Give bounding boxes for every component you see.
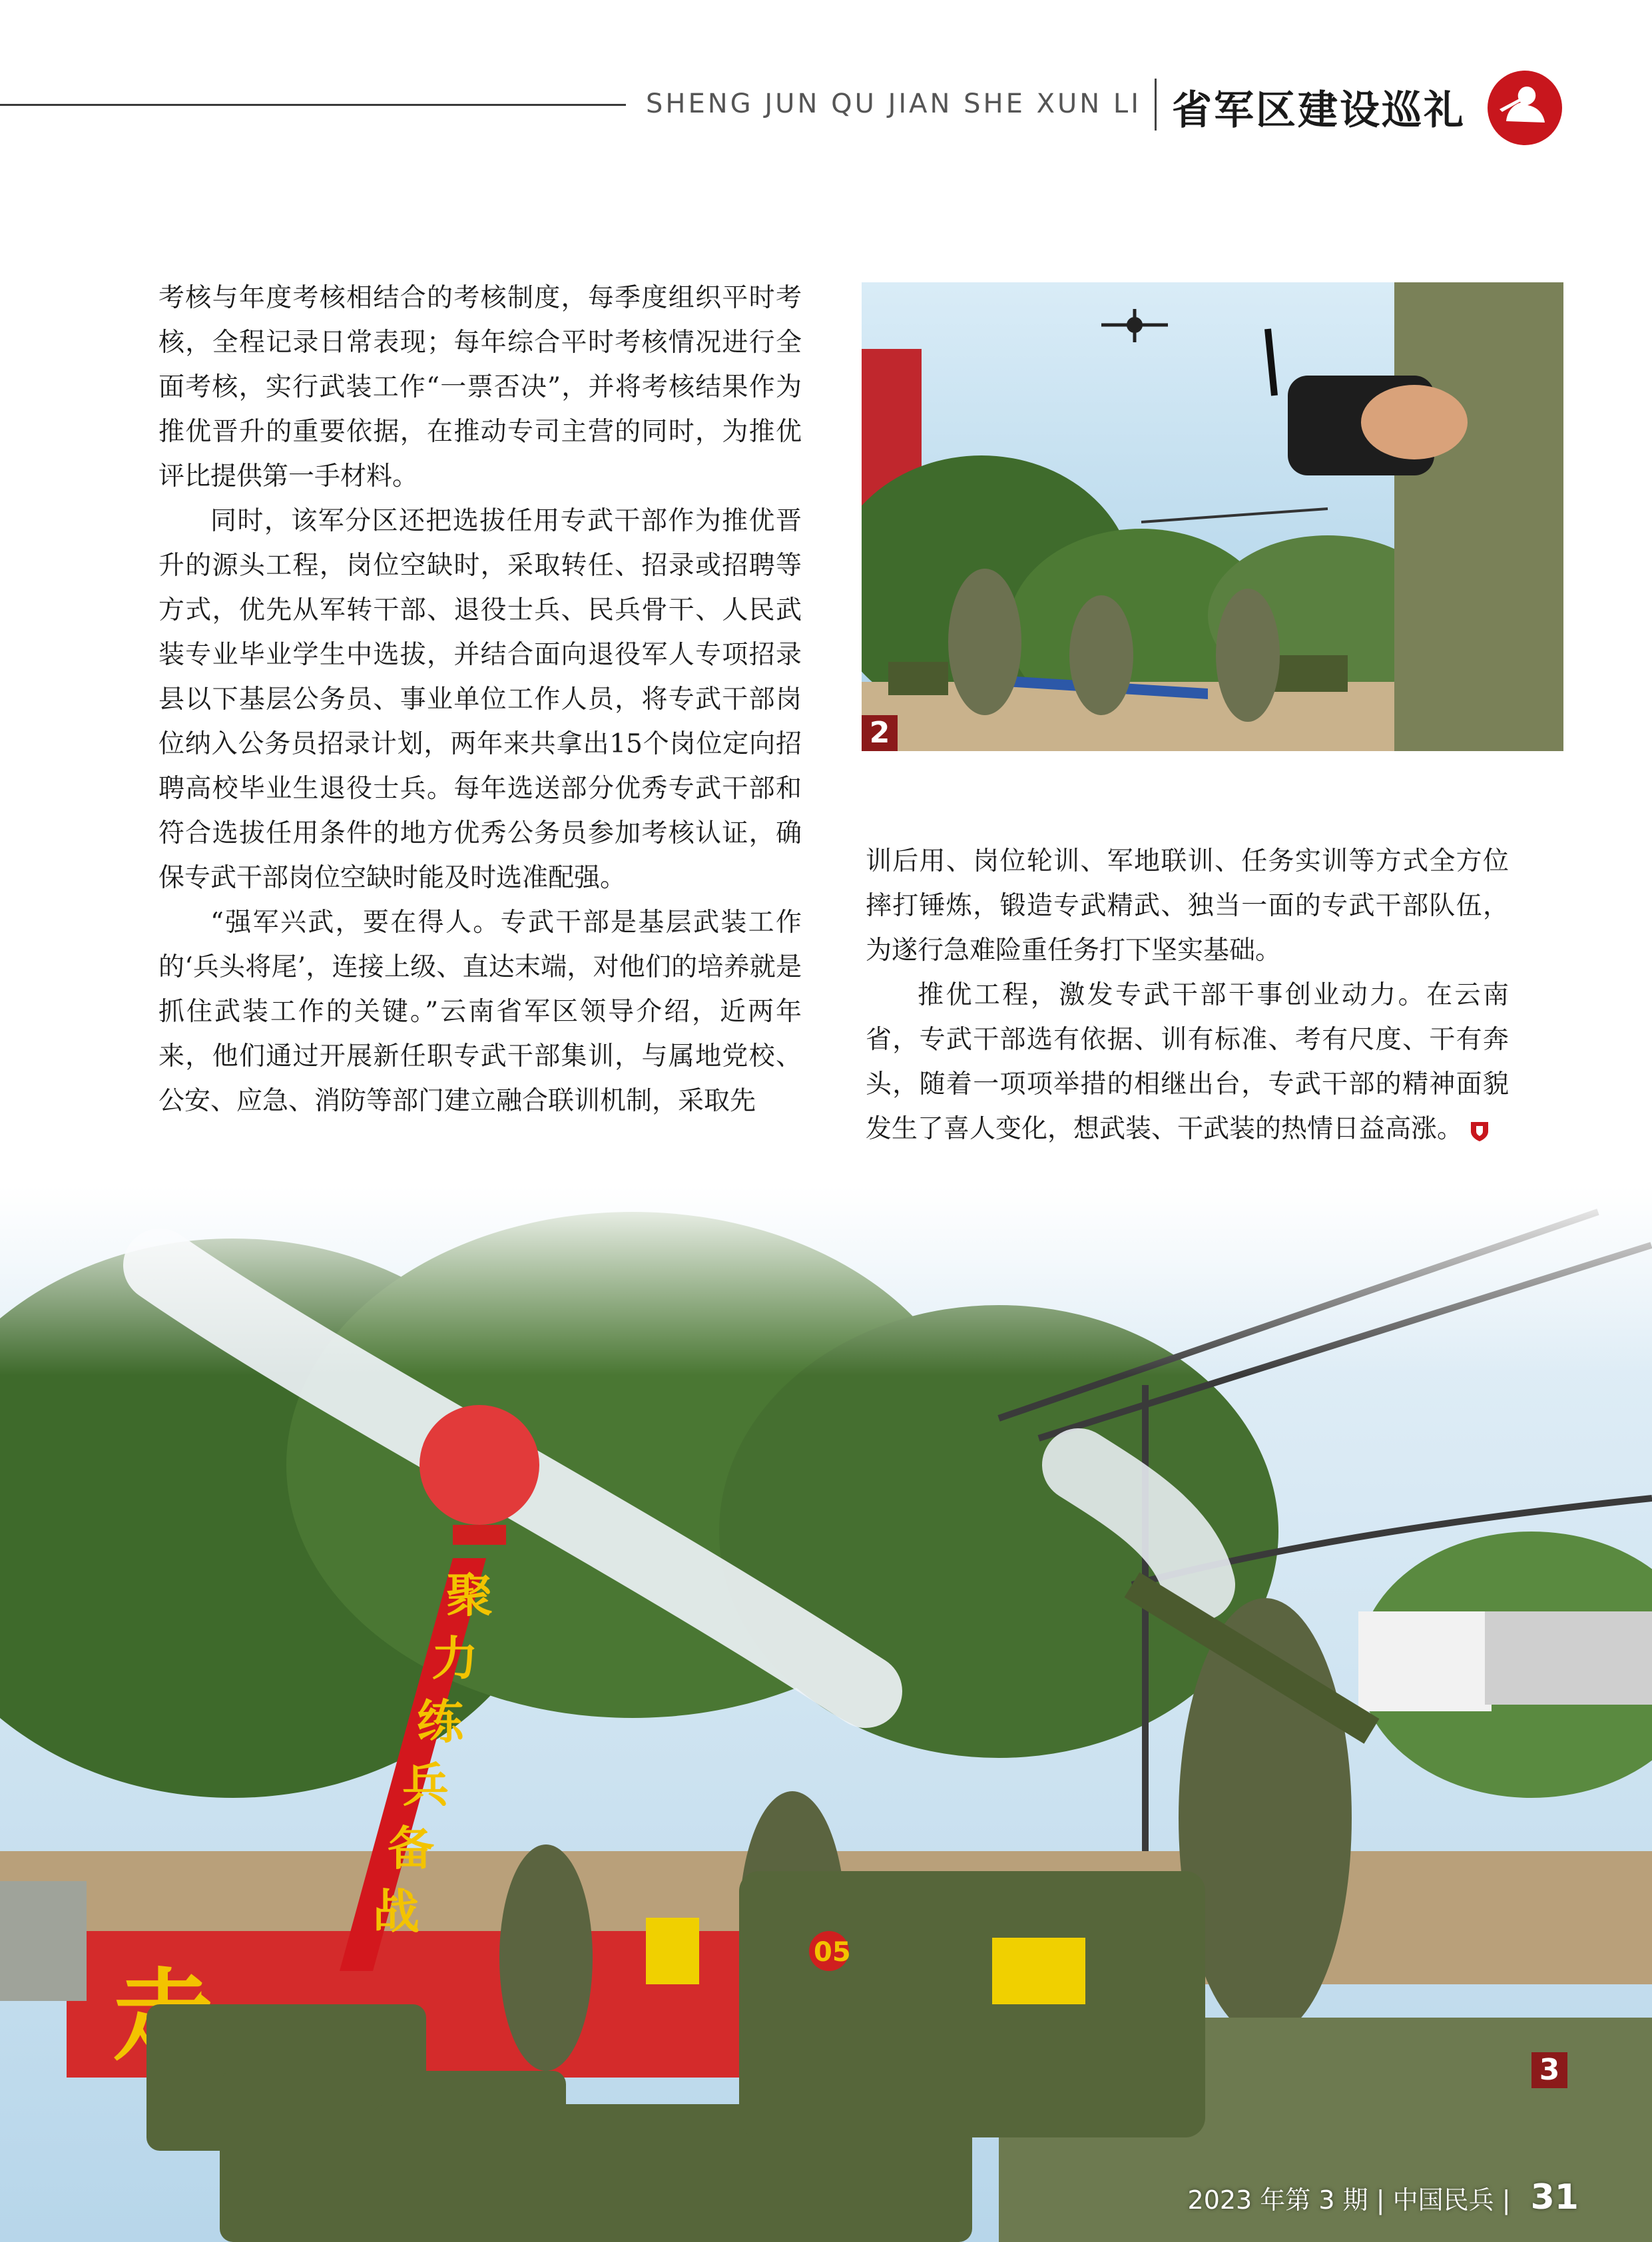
article-right-column <box>866 839 1509 1151</box>
photo-number-badge: 3 <box>1531 2052 1567 2088</box>
issue-label: 2023 年第 3 期 <box>1187 2185 1368 2215</box>
photo-number-badge: 2 <box>862 715 898 751</box>
paragraph: “强军兴武，要在得人。专武干部是基层武装工作的‘兵头将尾’，连接上级、直达末端，对他们的培养就是抓住武装工作的关键。”云南省军区领导介绍，近两年来，他们通过开展新任职专武干部集训，与属地党校、公安、应急、消防等部门建立融合联训机制，采取先 <box>158 908 802 1116</box>
section-pinyin: SHENG JUN QU JIAN SHE XUN LI <box>646 89 1142 119</box>
paragraph: 同时，该军分区还把选拔任用专武干部作为推优晋升的源头工程，岗位空缺时，采取转任、招录或招聘等方式，优先从军转干部、退役士兵、民兵骨干、人民武装专业毕业学生中选拔，并结合面向退役军人专项招录县以下基层公务员、事业单位工作人员，将专武干部岗位纳入公务员招录计划，两年来共拿出15个岗位定向招聘高校毕业生退役士兵。每年选送部分优秀专武干部和符合选拔任用条件的地方优秀公务员参加考核认证，确保专武干部岗位空缺时能及时选准配强。 <box>158 506 802 893</box>
paragraph: 推优工程，激发专武干部干事创业动力。在云南省，专武干部选有依据、训有标准、考有尺度、干有奔头，随着一项项举措的相继出台，专武干部的精神面貌发生了喜人变化，想武装、干武装的热情日益高涨。 <box>866 980 1509 1144</box>
paragraph: 考核与年度考核相结合的考核制度，每季度组织平时考核，全程记录日常表现；每年综合平时考核情况进行全面考核，实行武装工作“一票否决”，并将考核结果作为推优晋升的重要依据，在推动专司主营的同时，为推优评比提供第一手材料。 <box>158 283 802 491</box>
photo-drone-training-image <box>862 282 1563 751</box>
header-divider <box>1155 79 1157 131</box>
photo-drone-training <box>862 282 1563 751</box>
photo-launch-training <box>0 1185 1652 2242</box>
magazine-logo-icon <box>1486 69 1563 146</box>
page-footer: 2023 年第 3 期 | 中国民兵 | 31 <box>1187 2177 1579 2217</box>
header-rule <box>0 104 626 106</box>
page-number: 31 <box>1530 2177 1579 2217</box>
section-title: 省军区建设巡礼 <box>1172 87 1466 134</box>
article-end-mark-icon <box>1468 1119 1491 1142</box>
photo-launch-training-image <box>0 1185 1652 2242</box>
paragraph: 训后用、岗位轮训、军地联训、任务实训等方式全方位摔打锤炼，锻造专武精武、独当一面的专武干部队伍，为遂行急难险重任务打下坚实基础。 <box>866 846 1509 966</box>
magazine-name: 中国民兵 <box>1392 2185 1494 2215</box>
article-left-column <box>158 276 802 1123</box>
